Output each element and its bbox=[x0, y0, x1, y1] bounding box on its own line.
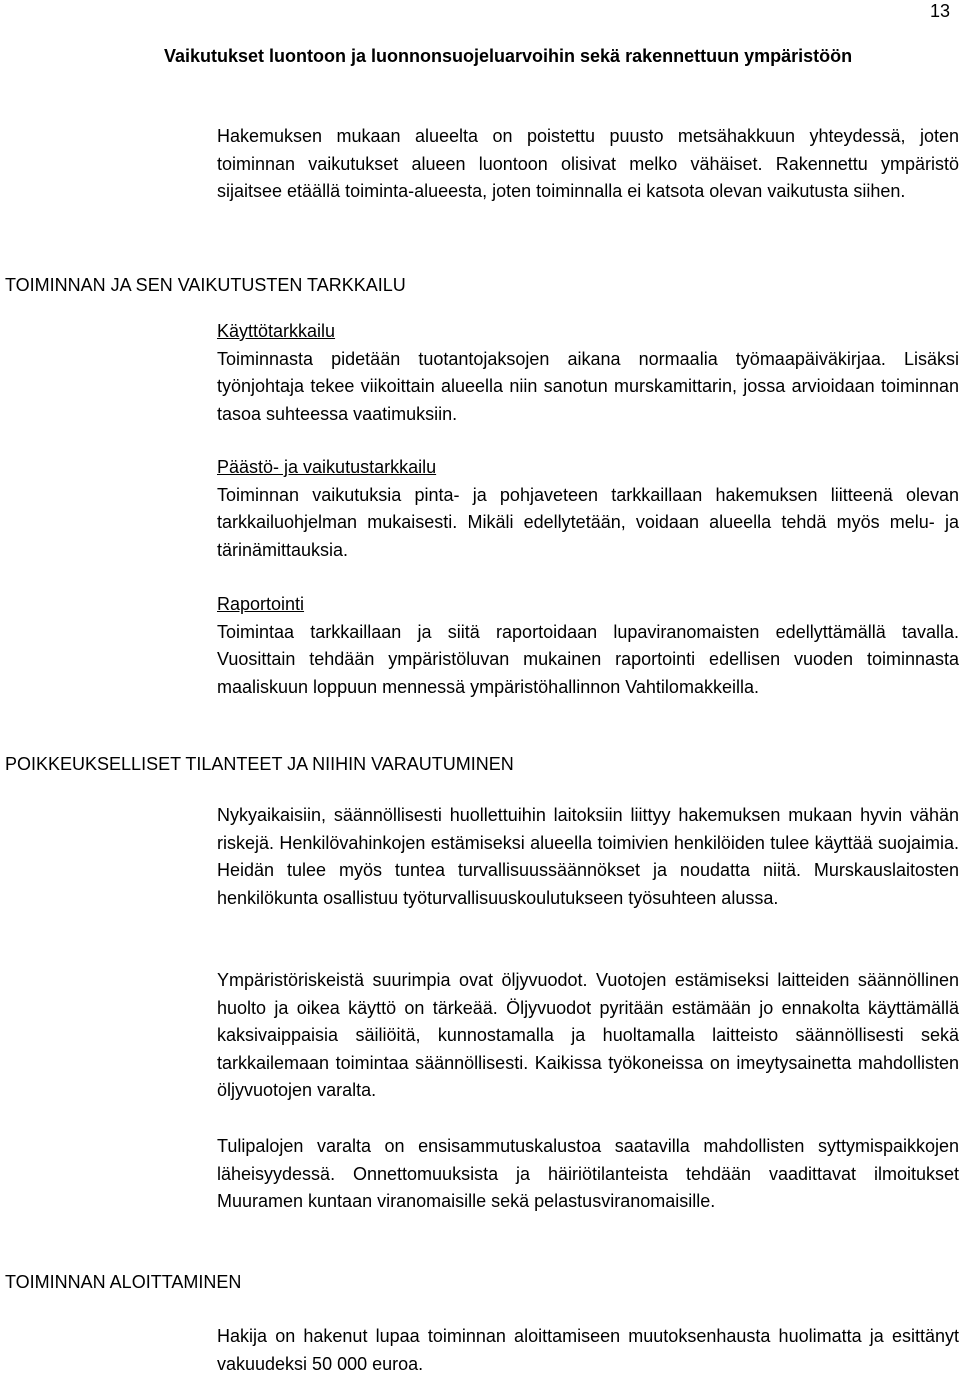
section-heading-nature-impacts: Vaikutukset luontoon ja luonnonsuojeluarvoihin sekä rakennettuun ympäristöön bbox=[164, 46, 853, 66]
subsection-emission-monitoring bbox=[217, 454, 959, 564]
section-heading-exceptional-situations: POIKKEUKSELLISET TILANTEET JA NIIHIN VARAUTUMINEN bbox=[5, 754, 514, 774]
section-heading-monitoring: TOIMINNAN JA SEN VAIKUTUSTEN TARKKAILU bbox=[5, 275, 406, 295]
subsection-body-reporting: Toimintaa tarkkaillaan ja siitä raportoidaan lupaviranomaisten edellyttämällä tavalla. Vuosittain tehdään ympäristöluvan mukainen raportointi edellisen vuoden toiminnasta maaliskuun loppuun mennessä ympäristöhallinnon Vahtilomakkeilla. bbox=[217, 621, 959, 697]
subsection-title-reporting: Raportointi bbox=[217, 594, 305, 614]
section-heading-starting-operations: TOIMINNAN ALOITTAMINEN bbox=[5, 1272, 242, 1292]
page-number: 13 bbox=[929, 1, 950, 21]
subsection-operational-monitoring bbox=[217, 318, 959, 428]
subsection-title-operational: Käyttötarkkailu bbox=[217, 321, 336, 341]
subsection-body-emission: Toiminnan vaikutuksia pinta- ja pohjaveteen tarkkaillaan hakemuksen liitteenä olevan tarkkailuohjelman mukaisesti. Mikäli edellytetään, voidaan alueella tehdä myös melu- ja tärinämittauksia. bbox=[217, 484, 959, 560]
starting-operations-paragraph: Hakija on hakenut lupaa toiminnan aloittamiseen muutoksenhausta huolimatta ja esittänyt vakuudeksi 50 000 euroa. bbox=[217, 1326, 959, 1374]
subsection-reporting bbox=[217, 591, 959, 701]
subsection-title-emission: Päästö- ja vaikutustarkkailu bbox=[217, 457, 437, 477]
exceptional-paragraph-2: Ympäristöriskeistä suurimpia ovat öljyvuodot. Vuotojen estämiseksi laitteiden säännöllinen huolto ja oikea käyttö on tärkeää. Öljyvuodot pyritään estämään jo ennakolta käyttämällä kaksivaippaisia säiliöitä, kunnostamalla ja huoltamalla laitteisto säännöllisesti sekä tarkkailemaan toimintaa säännöllisesti. Kaikissa työkoneissa on imeytysainetta mahdollisten öljyvuotojen varalta. bbox=[217, 970, 959, 1100]
exceptional-paragraph-3: Tulipalojen varalta on ensisammutuskalustoa saatavilla mahdollisten syttymispaikkojen läheisyydessä. Onnettomuuksista ja häiriötilanteista tehdään vaadittavat ilmoitukset Muuramen kuntaan viranomaisille sekä pelastusviranomaisille. bbox=[217, 1136, 959, 1211]
exceptional-paragraph-1: Nykyaikaisiin, säännöllisesti huollettuihin laitoksiin liittyy hakemuksen mukaan hyvin vähän riskejä. Henkilövahinkojen estämiseksi alueella toimivien henkilöiden tulee käyttää suojaimia. Heidän tulee myös tuntea turvallisuussäännökset ja noudatta niitä. Murskauslaitosten henkilökunta osallistuu työturvallisuuskoulutukseen työsuhteen alussa. bbox=[217, 805, 959, 908]
subsection-body-operational: Toiminnasta pidetään tuotantojaksojen aikana normaalia työmaapäiväkirjaa. Lisäksi työnjohtaja tekee viikoittain alueella niin sanotun murskamittarin, jossa arvioidaan toiminnan tasoa suhteessa vaatimuksiin. bbox=[217, 348, 959, 424]
nature-impacts-paragraph: Hakemuksen mukaan alueelta on poistettu puusto metsähakkuun yhteydessä, joten toiminnan vaikutukset alueen luontoon olisivat melko vähäiset. Rakennettu ympäristö sijaitsee etäällä toiminta-alueesta, joten toiminnalla ei katsota olevan vaikutusta siihen. bbox=[217, 126, 959, 201]
